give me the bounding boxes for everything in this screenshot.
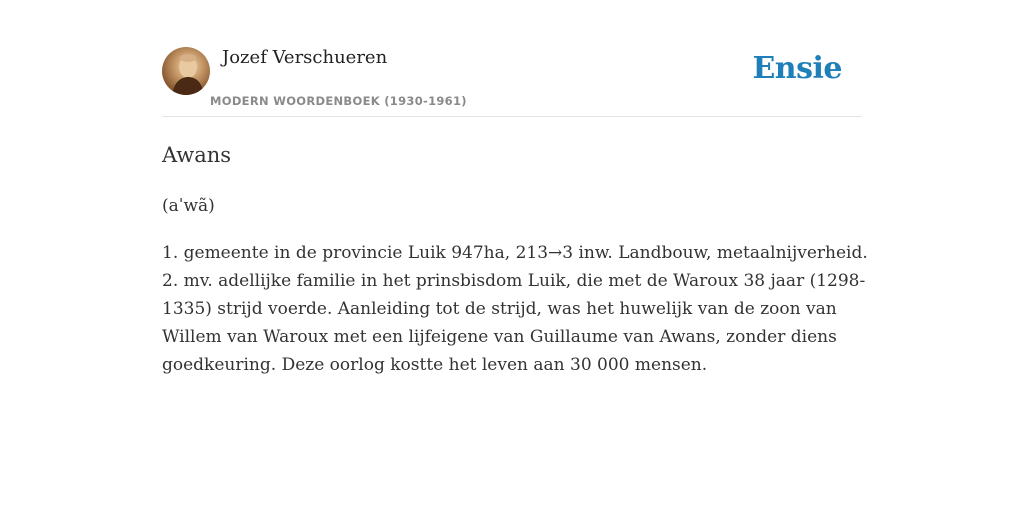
entry-card — [162, 0, 868, 375]
author-avatar[interactable] — [162, 47, 210, 95]
definition-line: 1335) strijd voerde. Aanleiding tot de strijd, was het huwelijk van de zoon van — [162, 299, 837, 319]
entry-title: Awans — [162, 143, 232, 167]
source-label[interactable]: MODERN WOORDENBOEK (1930-1961) — [210, 94, 467, 108]
definition-line: Willem van Waroux met een lijfeigene van Guillaume van Awans, zonder diens — [162, 327, 837, 347]
portrait-icon — [162, 47, 210, 95]
entry-definition — [162, 239, 868, 379]
author-name[interactable]: Jozef Verschueren — [222, 47, 388, 68]
definition-line: 2. mv. adellijke familie in het prinsbisdom Luik, die met de Waroux 38 jaar (1298- — [162, 271, 866, 291]
pronunciation: (aˈwã) — [162, 196, 215, 216]
entry-header — [162, 0, 862, 117]
ensie-logo[interactable]: Ensie — [752, 51, 842, 86]
definition-line: 1. gemeente in de provincie Luik 947ha, 213→3 inw. Landbouw, metaalnijverheid. — [162, 243, 868, 263]
definition-line: goedkeuring. Deze oorlog kostte het leven aan 30 000 mensen. — [162, 355, 708, 375]
